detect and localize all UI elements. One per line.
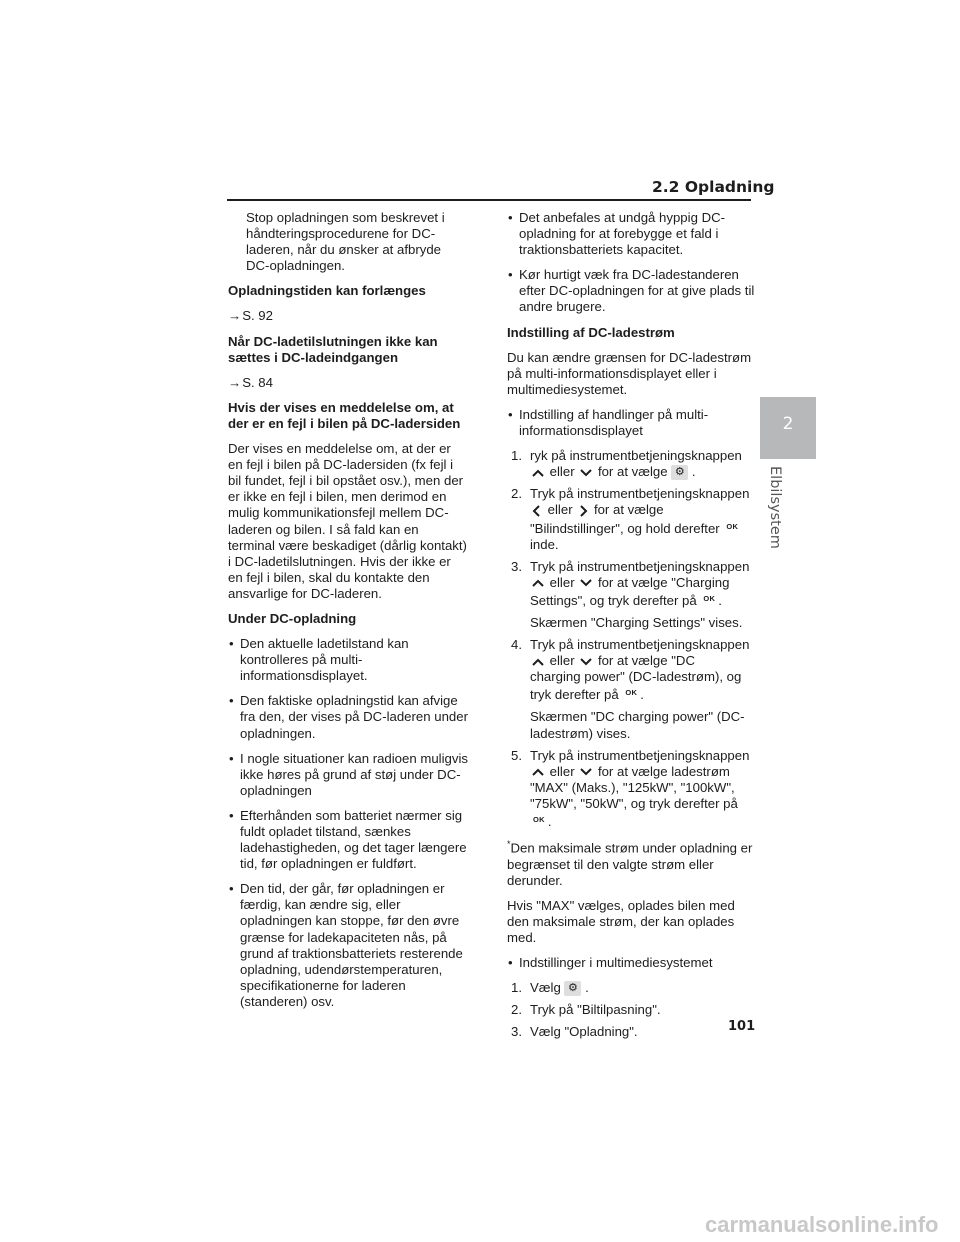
chevron-left-icon (530, 504, 544, 518)
header-rule (227, 199, 751, 201)
ok-icon: OK (533, 815, 545, 824)
list-item: • Indstilling af handlinger på multi-informationsdisplayet (507, 407, 755, 439)
intro-paragraph: Stop opladningen som beskrevet i håndteringsprocedurene for DC-laderen, når du ønsker at afbryde DC-opladningen. (246, 210, 445, 274)
step-text: charging power" (DC-ladestrøm), og (530, 669, 742, 685)
dc-current-paragraph: Du kan ændre grænsen for DC-ladestrøm på multi-informationsdisplayet eller i multimediesystemet. (507, 349, 752, 397)
chevron-up-icon (530, 577, 546, 589)
footnote-text: Den maksimale strøm under opladning er begrænset til den valgte strøm eller derunder. (507, 840, 753, 888)
chevron-up-icon (530, 467, 546, 479)
chevron-down-icon (578, 577, 594, 589)
chevron-right-icon (576, 504, 590, 518)
error-paragraph: Der vises en meddelelse om, at der er en fejl i bilen på DC-ladersiden (fx fejl i bil fundet, fejl i bil opstået osv.), men der er ikke en fejl i bilen, men derimod en mulig kommunikationsfejl mellem DC-laderen og bilen. I så fald kan en terminal være beskadiget (dårlig kontakt) i DC-ladetilslutningen. Hvis der ikke er en fejl i bilen, skal du kontakte den ansvarlige for DC-laderen. (228, 441, 467, 601)
step-1: 1. ryk på instrumentbetjeningsknappen eller for at vælge ⚙ . (511, 448, 742, 480)
step-number: 2. (511, 486, 522, 502)
watermark: carmanualsonline.info (705, 1212, 939, 1237)
step-text: ryk på instrumentbetjeningsknappen (530, 448, 742, 464)
heading-charging-time: Opladningstiden kan forlænges (228, 283, 426, 299)
step-text: eller (549, 464, 575, 480)
step-4-note: Skærmen "DC charging power" (DC-ladestrøm) vises. (530, 709, 745, 741)
footnote (507, 836, 755, 889)
list-item: • Kør hurtigt væk fra DC-ladestanderen efter DC-opladningen for at give plads til andre brugere. (507, 267, 755, 315)
step-text: eller (549, 653, 575, 669)
step-text: for at vælge (597, 464, 668, 480)
gear-icon: ⚙ (564, 981, 581, 996)
heading-during-charging: Under DC-opladning (228, 610, 357, 626)
heading-error-message: Hvis der vises en meddelelse om, at der er en fejl i bilen på DC-ladersiden (228, 399, 461, 431)
gear-icon: ⚙ (671, 465, 688, 480)
chevron-down-icon (578, 467, 594, 479)
step-text: eller (549, 763, 575, 779)
step-text: Tryk på instrumentbetjeningsknappen (530, 558, 750, 574)
left-column (228, 210, 468, 1019)
step-text: tryk derefter på (530, 687, 619, 703)
list-item: • Den tid, der går, før opladningen er færdig, kan ændre sig, eller opladningen kan stoppe, før den øvre grænse for ladekapaciteten nås, på grund af traktionsbatteriets resterende opladning, udendørstemperaturen, specifikationerne for laderen (standeren) osv. (228, 881, 468, 1010)
chapter-number: 2 (782, 414, 794, 434)
arrow-right-icon: → (228, 308, 242, 324)
ok-icon: OK (703, 593, 716, 603)
step-4: 4. Tryk på instrumentbetjeningsknappen eller for at vælge "DC charging power" (DC-ladestrøm), og tryk derefter på $^{OK}$ . (511, 637, 750, 703)
chevron-down-icon (578, 766, 594, 778)
step-text: Tryk på "Biltilpasning". (530, 1002, 661, 1018)
step-text: for at vælge "Charging (597, 574, 730, 590)
heading-dc-current: Indstilling af DC-ladestrøm (507, 324, 675, 340)
ok-icon: OK (726, 521, 739, 531)
list-item: • Efterhånden som batteriet nærmer sig fuldt opladet tilstand, sænkes ladehastigheden, og det tager længere tid, før opladningen er fuldført. (228, 808, 468, 872)
step-text: for at vælge "DC (597, 653, 695, 669)
footnote-mark: * (507, 839, 511, 850)
step-number: 3. (511, 558, 522, 574)
mm-step-1: 1. Vælg ⚙ . (511, 980, 589, 996)
mm-step-2 (511, 1002, 755, 1018)
step-text: Tryk på instrumentbetjeningsknappen (530, 747, 750, 763)
step-3: 3. Tryk på instrumentbetjeningsknappen eller for at vælge "Charging Settings", og tryk derefter på $^{OK}$ . (511, 558, 750, 608)
step-3-note: Skærmen "Charging Settings" vises. (530, 614, 743, 630)
step-2 (511, 486, 755, 552)
step-text: "MAX" (Maks.), "125kW", "100kW", "75kW", "50kW", og tryk derefter på (530, 779, 738, 811)
list-item: • Det anbefales at undgå hyppig DC-opladning for at forebygge et fald i traktionsbatteriets kapacitet. (507, 210, 755, 258)
list-item: • Indstillinger i multimediesystemet (507, 955, 755, 971)
list-item: • Den faktiske opladningstid kan afvige fra den, der vises på DC-laderen under opladningen. (228, 693, 468, 741)
step-5: 5. Tryk på instrumentbetjeningsknappen eller for at vælge ladestrøm "MAX" (Maks.), "125kW", "100kW", "75kW", "50kW", og tryk derefter på $^{OK}$ . (511, 747, 750, 829)
chevron-up-icon (530, 766, 546, 778)
chevron-down-icon (578, 656, 594, 668)
ok-icon: OK (625, 688, 638, 698)
chapter-label: Elbilsystem (767, 466, 783, 549)
list-item: • Den aktuelle ladetilstand kan kontrolleres på multi-informationsdisplayet. (228, 636, 468, 684)
step-text: Tryk på instrumentbetjeningsknappen (530, 637, 750, 653)
step-text: for at vælge ladestrøm (597, 763, 730, 779)
step-text: Vælg "Opladning". (530, 1024, 638, 1040)
step-text: Settings", og tryk derefter på (530, 592, 697, 608)
step-text: inde. (530, 536, 559, 552)
mm-step-3 (511, 1024, 755, 1040)
page-number: 101 (728, 1019, 756, 1034)
arrow-right-icon: → (228, 374, 242, 390)
step-text: Vælg (530, 980, 561, 996)
step-text: "Bilindstillinger", og hold derefter (530, 520, 720, 536)
list-item: • I nogle situationer kan radioen muligvis ikke høres på grund af støj under DC-opladningen (228, 751, 468, 799)
step-number: 5. (511, 747, 522, 763)
running-header: 2.2 Opladning (652, 178, 775, 196)
page-reference-84[interactable] (228, 375, 468, 391)
step-number: 1. (511, 980, 522, 996)
heading-connector: Når DC-ladetilslutningen ikke kan sættes i DC-ladeindgangen (228, 333, 438, 365)
page-reference-92[interactable] (228, 308, 468, 324)
step-text: eller (547, 502, 573, 518)
max-paragraph: Hvis "MAX" vælges, oplades bilen med den maksimale strøm, der kan oplades med. (507, 897, 735, 945)
right-column (507, 210, 755, 1046)
chevron-up-icon (530, 656, 546, 668)
step-number: 4. (511, 637, 522, 653)
reference-text: S. 84 (242, 374, 273, 390)
step-number: 2. (511, 1002, 522, 1018)
step-text: eller (549, 574, 575, 590)
step-number: 3. (511, 1024, 522, 1040)
step-text: for at vælge (593, 502, 664, 518)
step-number: 1. (511, 448, 522, 464)
reference-text: S. 92 (242, 308, 273, 324)
step-text: Tryk på instrumentbetjeningsknappen (530, 486, 750, 502)
